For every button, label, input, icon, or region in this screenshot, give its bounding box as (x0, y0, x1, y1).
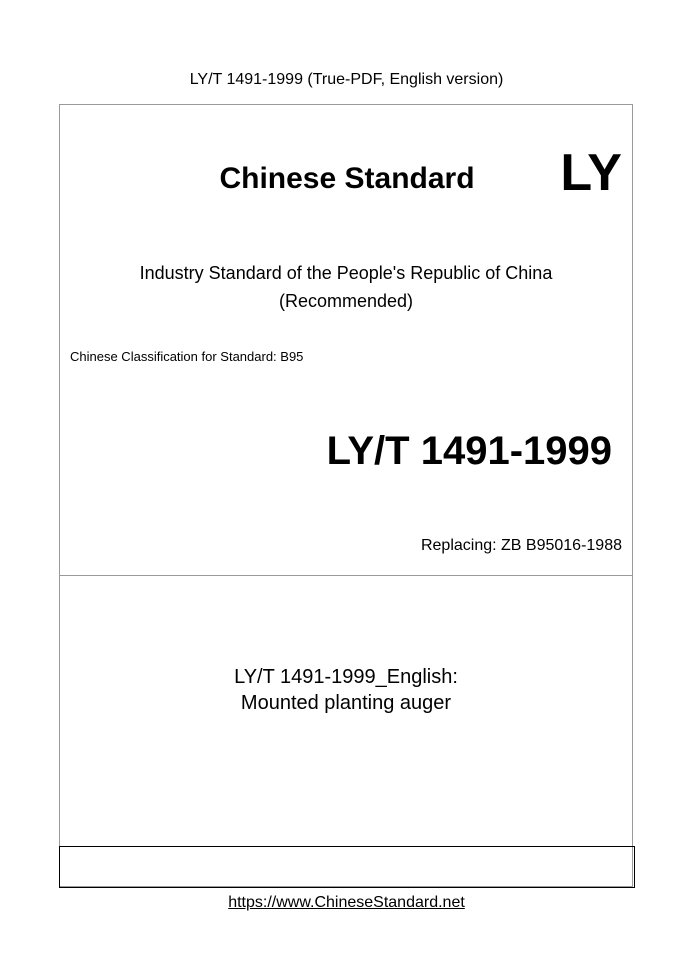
cover-top-section (60, 105, 632, 576)
cover-frame (59, 104, 633, 887)
page-header: LY/T 1491-1999 (True-PDF, English version) (189, 71, 504, 88)
cover-middle-section (60, 576, 632, 846)
classification-label: Chinese Classification for Standard: B95 (70, 349, 304, 364)
industry-standard-statement (60, 259, 632, 315)
industry-line-2: (Recommended) (278, 291, 414, 311)
standard-title (60, 161, 632, 197)
standard-title-text: Chinese Standard (219, 162, 475, 195)
cover-bottom-bar (59, 846, 635, 888)
footer (0, 893, 693, 913)
replacing-note: Replacing: ZB B95016-1988 (420, 537, 622, 554)
document-title (60, 664, 632, 716)
category-code-mark: LY (560, 144, 622, 202)
industry-line-1: Industry Standard of the People's Republic of China (139, 263, 553, 283)
website-link[interactable]: https://www.ChineseStandard.net (228, 894, 465, 911)
document-title-line-1: LY/T 1491-1999_English: (234, 666, 458, 688)
document-title-line-2: Mounted planting auger (240, 692, 452, 714)
standard-number: LY/T 1491-1999 (326, 429, 612, 473)
